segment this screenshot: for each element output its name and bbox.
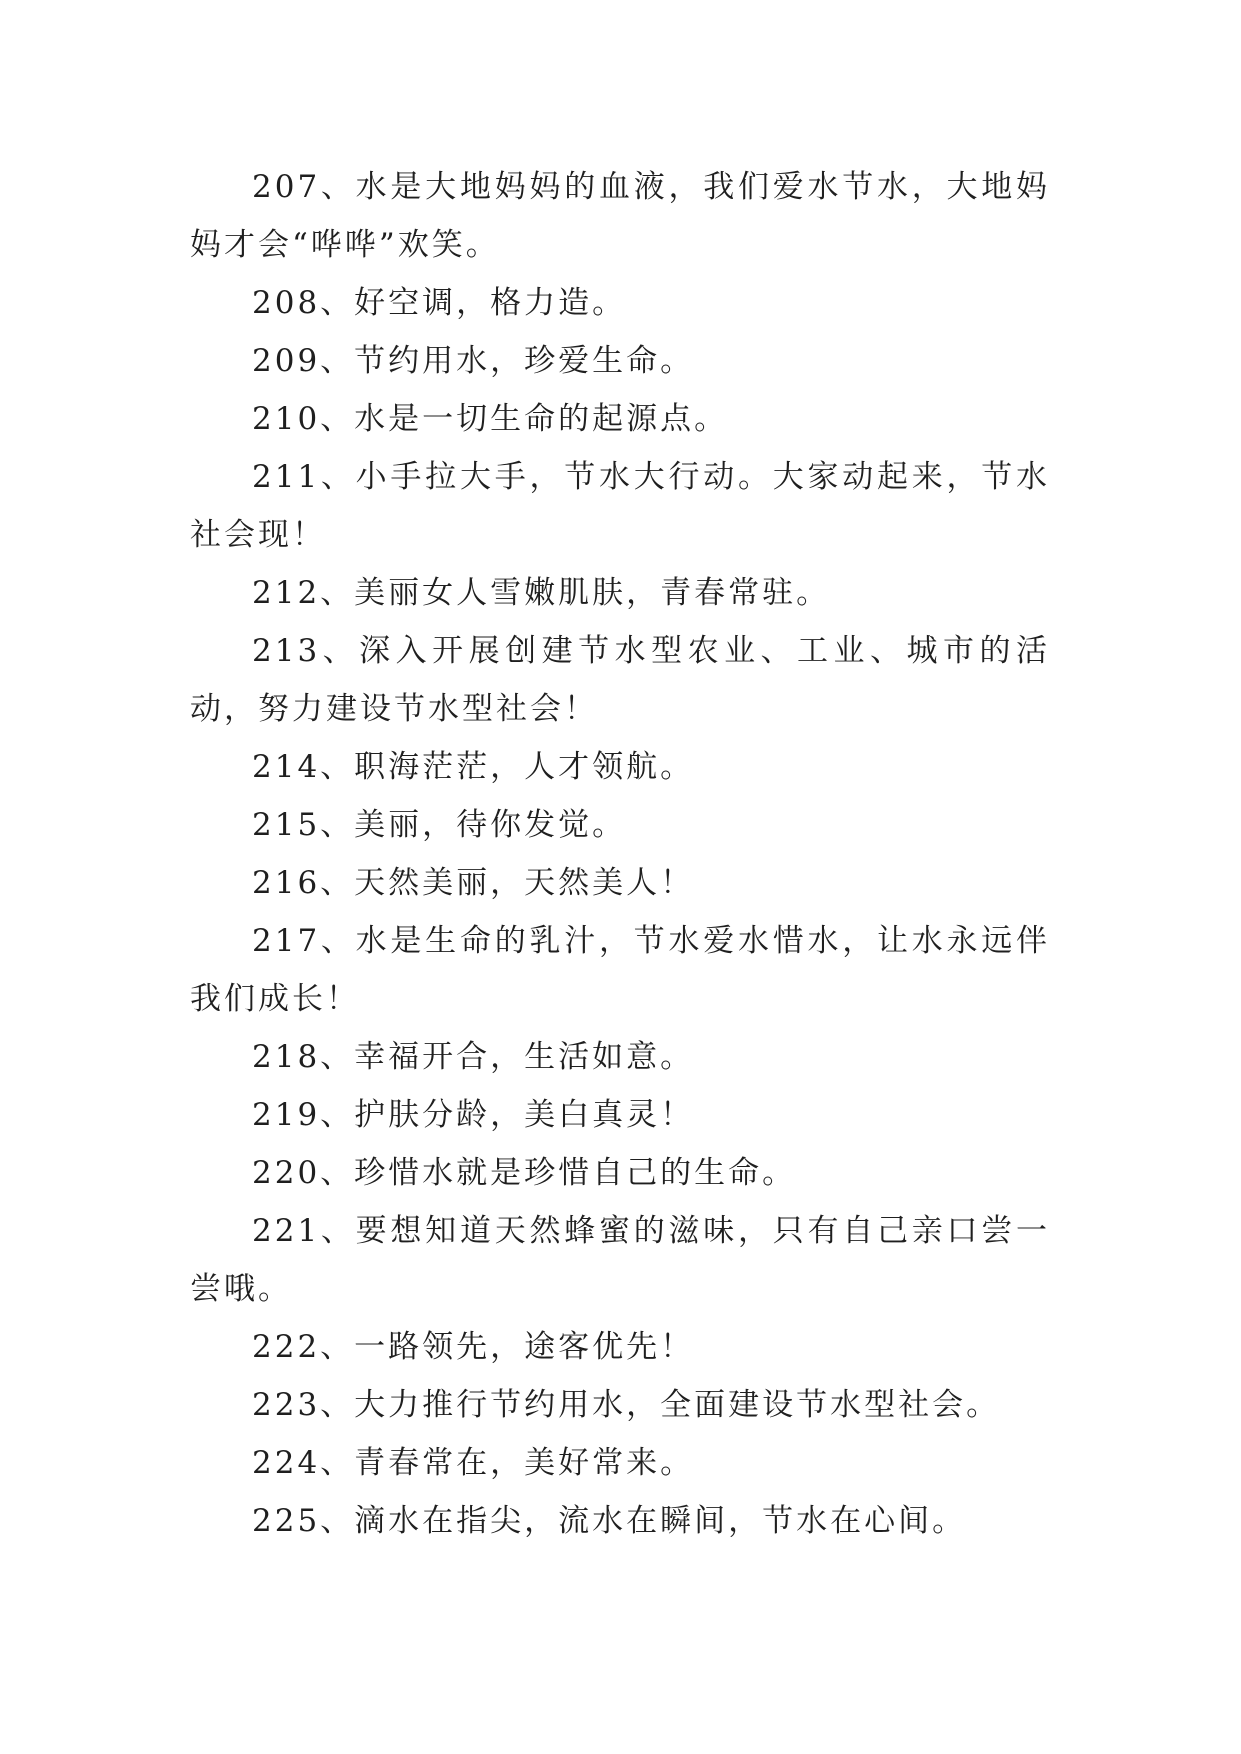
paragraph-213: 213、深入开展创建节水型农业、工业、城市的活动，努力建设节水型社会！	[190, 633, 1050, 727]
paragraph-208: 208、好空调，格力造。	[252, 285, 627, 321]
paragraph-209: 209、节约用水，珍爱生命。	[252, 343, 695, 379]
paragraph-225: 225、滴水在指尖，流水在瞬间，节水在心间。	[252, 1503, 967, 1539]
paragraph-223: 223、大力推行节约用水，全面建设节水型社会。	[252, 1387, 1001, 1423]
paragraph-222: 222、一路领先，途客优先！	[252, 1329, 695, 1365]
paragraph-211: 211、小手拉大手，节水大行动。大家动起来，节水社会现！	[190, 459, 1050, 553]
paragraph-218: 218、幸福开合，生活如意。	[252, 1039, 695, 1075]
paragraph-212: 212、美丽女人雪嫩肌肤，青春常驻。	[252, 575, 831, 611]
document-body	[190, 158, 1050, 1550]
paragraph-220: 220、珍惜水就是珍惜自己的生命。	[252, 1155, 797, 1191]
paragraph-210: 210、水是一切生命的起源点。	[252, 401, 729, 437]
paragraph-216: 216、天然美丽，天然美人！	[252, 865, 695, 901]
paragraph-214: 214、职海茫茫，人才领航。	[252, 749, 695, 785]
paragraph-217: 217、水是生命的乳汁，节水爱水惜水，让水永远伴我们成长！	[190, 923, 1050, 1017]
paragraph-224: 224、青春常在，美好常来。	[252, 1445, 695, 1481]
paragraph-207: 207、水是大地妈妈的血液，我们爱水节水，大地妈妈才会“哗哗”欢笑。	[190, 169, 1050, 263]
paragraph-221: 221、要想知道天然蜂蜜的滋味，只有自己亲口尝一尝哦。	[190, 1213, 1050, 1307]
paragraph-219: 219、护肤分龄，美白真灵！	[252, 1097, 695, 1133]
paragraph-215: 215、美丽，待你发觉。	[252, 807, 627, 843]
